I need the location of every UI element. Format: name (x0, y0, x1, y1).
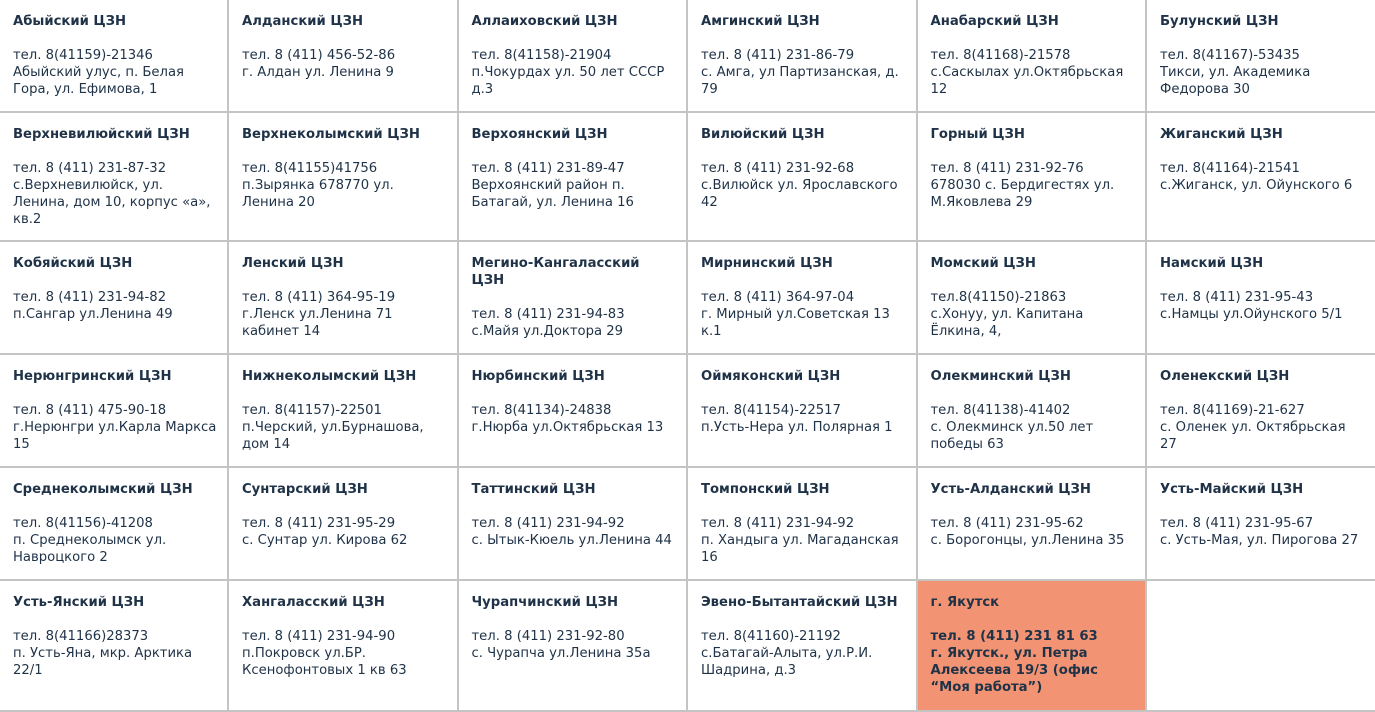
center-cell (228, 580, 458, 711)
center-cell (1146, 467, 1375, 580)
center-phone: тел. 8(41159)-21346 (13, 48, 153, 63)
center-phone: тел. 8(41169)-21-627 (1160, 403, 1305, 418)
center-cell (687, 354, 917, 467)
center-name: Чурапчинский ЦЗН (471, 595, 619, 610)
center-address: с.Хонуу, ул. Капитана Ёлкина, 4, (930, 307, 1084, 339)
center-name: Ленский ЦЗН (242, 256, 344, 271)
center-name: Жиганский ЦЗН (1160, 127, 1283, 142)
center-address: с. Оленек ул. Октябрьская 27 (1160, 420, 1346, 452)
center-cell (458, 0, 688, 112)
center-phone: тел. 8 (411) 231-87-32 (13, 161, 167, 176)
center-cell (917, 112, 1147, 241)
center-name: Момский ЦЗН (930, 256, 1036, 271)
center-cell (228, 467, 458, 580)
center-cell (1146, 241, 1375, 354)
center-name: Усть-Алданский ЦЗН (930, 482, 1091, 497)
center-address: с.Верхневилюйск, ул. Ленина, дом 10, корпус «а», кв.2 (13, 178, 211, 227)
center-cell (228, 241, 458, 354)
center-phone: тел. 8 (411) 231-95-43 (1160, 290, 1314, 305)
center-phone: тел. 8 (411) 475-90-18 (13, 403, 167, 418)
center-phone: тел. 8 (411) 231-92-80 (471, 629, 625, 644)
center-name: Мирнинский ЦЗН (701, 256, 833, 271)
center-name: Оймяконский ЦЗН (701, 369, 841, 384)
center-address: п. Среднеколымск ул. Навроцкого 2 (13, 533, 167, 565)
center-cell (917, 0, 1147, 112)
center-name: Усть-Янский ЦЗН (13, 595, 145, 610)
center-name: Хангаласский ЦЗН (242, 595, 385, 610)
center-name: Оленекский ЦЗН (1160, 369, 1290, 384)
center-name: Усть-Майский ЦЗН (1160, 482, 1304, 497)
center-phone: тел. 8 (411) 231-86-79 (701, 48, 855, 63)
center-name: Таттинский ЦЗН (471, 482, 596, 497)
center-cell (917, 241, 1147, 354)
center-cell (687, 0, 917, 112)
center-address: г. Мирный ул.Советская 13 к.1 (701, 307, 890, 339)
center-cell (0, 467, 228, 580)
center-phone: тел. 8(41167)-53435 (1160, 48, 1300, 63)
center-phone: тел. 8 (411) 231-94-92 (471, 516, 625, 531)
center-address: г. Алдан ул. Ленина 9 (242, 65, 394, 80)
center-address: г. Якутск., ул. Петра Алексеева 19/3 (офис “Моя работа”) (930, 646, 1098, 695)
center-phone: тел. 8(41155)41756 (242, 161, 378, 176)
center-phone: тел. 8 (411) 231-89-47 (471, 161, 625, 176)
center-name: Горный ЦЗН (930, 127, 1025, 142)
center-cell (687, 580, 917, 711)
center-address: с. Сунтар ул. Кирова 62 (242, 533, 408, 548)
center-cell (0, 354, 228, 467)
center-address: г.Нюрба ул.Октябрьская 13 (471, 420, 664, 435)
center-name: Нижнеколымский ЦЗН (242, 369, 417, 384)
center-phone: тел. 8(41156)-41208 (13, 516, 153, 531)
table-row (0, 467, 1375, 580)
center-address: п. Хандыга ул. Магаданская 16 (701, 533, 899, 565)
center-address: п.Зырянка 678770 ул. Ленина 20 (242, 178, 394, 210)
center-phone: тел. 8 (411) 456-52-86 (242, 48, 396, 63)
empty-cell (1146, 580, 1375, 711)
center-address: 678030 с. Бердигестях ул. М.Яковлева 29 (930, 178, 1115, 210)
table-row (0, 354, 1375, 467)
center-address: п.Покровск ул.БР. Ксенофонтовых 1 кв 63 (242, 646, 407, 678)
center-address: с.Саскылах ул.Октябрьская 12 (930, 65, 1124, 97)
center-phone: тел. 8 (411) 231-95-29 (242, 516, 396, 531)
center-cell (0, 241, 228, 354)
center-address: с. Олекминск ул.50 лет победы 63 (930, 420, 1094, 452)
center-cell (228, 112, 458, 241)
center-name: Верхнеколымский ЦЗН (242, 127, 420, 142)
center-cell (687, 467, 917, 580)
center-name: Абыйский ЦЗН (13, 14, 127, 29)
center-cell (228, 354, 458, 467)
center-address: г.Нерюнгри ул.Карла Маркса 15 (13, 420, 217, 452)
center-cell (917, 467, 1147, 580)
center-name: Намский ЦЗН (1160, 256, 1264, 271)
table-row (0, 0, 1375, 112)
center-cell (1146, 354, 1375, 467)
center-cell (458, 467, 688, 580)
center-name: Алданский ЦЗН (242, 14, 364, 29)
center-address: Тикси, ул. Академика Федорова 30 (1160, 65, 1311, 97)
center-phone: тел. 8 (411) 364-95-19 (242, 290, 396, 305)
center-name: Вилюйский ЦЗН (701, 127, 825, 142)
table-row (0, 580, 1375, 711)
center-address: п.Чокурдах ул. 50 лет СССР д.3 (471, 65, 665, 97)
center-address: п.Черский, ул.Бурнашова, дом 14 (242, 420, 424, 452)
center-name: Аллаиховский ЦЗН (471, 14, 618, 29)
center-address: с.Батагай-Алыта, ул.Р.И. Шадрина, д.3 (701, 646, 873, 678)
center-phone: тел. 8 (411) 231-92-68 (701, 161, 855, 176)
center-name: Верхоянский ЦЗН (471, 127, 608, 142)
center-address: п. Усть-Яна, мкр. Арктика 22/1 (13, 646, 193, 678)
center-phone: тел. 8 (411) 231-95-62 (930, 516, 1084, 531)
center-name: Среднеколымский ЦЗН (13, 482, 193, 497)
center-address: с. Борогонцы, ул.Ленина 35 (930, 533, 1125, 548)
center-name: Олекминский ЦЗН (930, 369, 1071, 384)
center-address: с.Майя ул.Доктора 29 (471, 324, 624, 339)
center-cell (1146, 0, 1375, 112)
center-phone: тел. 8(41166)28373 (13, 629, 149, 644)
center-cell (458, 112, 688, 241)
center-phone: тел. 8(41160)-21192 (701, 629, 841, 644)
center-phone: тел. 8(41164)-21541 (1160, 161, 1300, 176)
center-name: Булунский ЦЗН (1160, 14, 1279, 29)
table-row (0, 112, 1375, 241)
center-name: Томпонский ЦЗН (701, 482, 830, 497)
center-address: с. Усть-Мая, ул. Пирогова 27 (1160, 533, 1359, 548)
center-phone: тел. 8(41154)-22517 (701, 403, 841, 418)
center-phone: тел.8(41150)-21863 (930, 290, 1067, 305)
center-address: Абыйский улус, п. Белая Гора, ул. Ефимова, 1 (13, 65, 184, 97)
center-phone: тел. 8 (411) 231-94-92 (701, 516, 855, 531)
center-cell (458, 580, 688, 711)
center-cell (0, 0, 228, 112)
center-address: с. Чурапча ул.Ленина 35а (471, 646, 651, 661)
center-cell (228, 0, 458, 112)
yakutsk-center-cell (917, 580, 1147, 711)
center-phone: тел. 8(41157)-22501 (242, 403, 382, 418)
center-address: с.Намцы ул.Ойунского 5/1 (1160, 307, 1343, 322)
center-phone: тел. 8(41168)-21578 (930, 48, 1071, 63)
center-name: Эвено-Бытантайский ЦЗН (701, 595, 898, 610)
center-address: с. Амга, ул Партизанская, д. 79 (701, 65, 899, 97)
center-cell (687, 112, 917, 241)
center-cell (0, 112, 228, 241)
center-address: п.Сангар ул.Ленина 49 (13, 307, 173, 322)
center-cell (917, 354, 1147, 467)
center-phone: тел. 8(41138)-41402 (930, 403, 1071, 418)
center-cell (458, 241, 688, 354)
center-name: Анабарский ЦЗН (930, 14, 1059, 29)
center-address: с. Ытык-Кюель ул.Ленина 44 (471, 533, 672, 548)
center-name: Кобяйский ЦЗН (13, 256, 133, 271)
center-phone: тел. 8 (411) 231-94-90 (242, 629, 396, 644)
center-phone: тел. 8 (411) 231-94-82 (13, 290, 167, 305)
center-phone: тел. 8 (411) 364-97-04 (701, 290, 855, 305)
center-name: Нерюнгринский ЦЗН (13, 369, 172, 384)
center-address: с.Жиганск, ул. Ойунского 6 (1160, 178, 1353, 193)
center-phone: тел. 8 (411) 231-94-83 (471, 307, 625, 322)
center-cell (458, 354, 688, 467)
center-phone: тел. 8 (411) 231-95-67 (1160, 516, 1314, 531)
center-name: г. Якутск (930, 595, 1000, 610)
center-name: Мегино-Кангаласский ЦЗН (471, 256, 640, 288)
center-address: Верхоянский район п. Батагай, ул. Ленина 16 (471, 178, 634, 210)
center-phone: тел. 8 (411) 231 81 63 (930, 629, 1098, 644)
center-cell (1146, 112, 1375, 241)
center-phone: тел. 8 (411) 231-92-76 (930, 161, 1084, 176)
center-cell (0, 580, 228, 711)
center-phone: тел. 8(41134)-24838 (471, 403, 612, 418)
table-row (0, 241, 1375, 354)
center-name: Нюрбинский ЦЗН (471, 369, 605, 384)
center-cell (687, 241, 917, 354)
center-address: п.Усть-Нера ул. Полярная 1 (701, 420, 893, 435)
center-name: Верхневилюйский ЦЗН (13, 127, 190, 142)
center-name: Амгинский ЦЗН (701, 14, 820, 29)
center-address: с.Вилюйск ул. Ярославского 42 (701, 178, 898, 210)
center-name: Сунтарский ЦЗН (242, 482, 368, 497)
center-phone: тел. 8(41158)-21904 (471, 48, 612, 63)
center-address: г.Ленск ул.Ленина 71 кабинет 14 (242, 307, 393, 339)
